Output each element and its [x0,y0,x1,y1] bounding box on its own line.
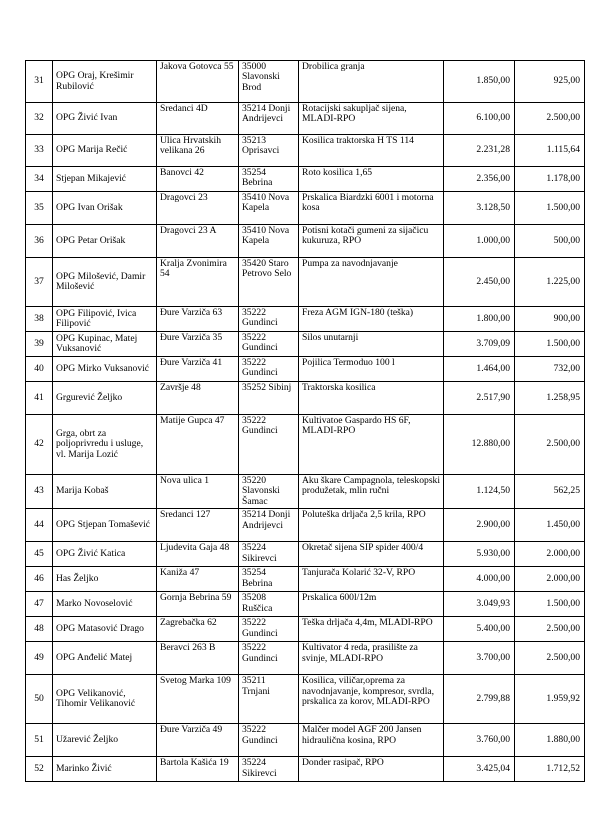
equipment-description: Poluteška drljača 2,5 krila, RPO [299,509,444,542]
address: Ulica Hrvatskih velikana 26 [157,135,239,167]
table-row [26,415,585,475]
grant-amount: 2.500,00 [515,642,585,675]
investment-amount: 1.464,00 [444,357,515,382]
row-number: 49 [26,642,53,675]
equipment-description: Okretač sijena SIP spider 400/4 [299,542,444,567]
grant-amount: 2.000,00 [515,567,585,592]
table-row [26,103,585,135]
grant-amount: 2.500,00 [515,103,585,135]
equipment-description: Potisni kotači gumeni za sijačicu kukuruza, RPO [299,225,444,258]
postal-place: 35222 Gundinci [239,617,299,642]
address: Banovci 42 [157,167,239,192]
grant-amount: 1.500,00 [515,332,585,357]
investment-amount: 6.100,00 [444,103,515,135]
grant-amount: 562,25 [515,475,585,509]
grant-amount: 900,00 [515,307,585,332]
applicant-name: Marija Kobaš [53,475,157,509]
row-number: 38 [26,307,53,332]
investment-amount: 2.231,28 [444,135,515,167]
grant-amount: 1.258,95 [515,382,585,415]
row-number: 42 [26,415,53,475]
investment-amount: 2.450,00 [444,258,515,307]
address: Dragovci 23 [157,192,239,225]
applicant-name: OPG Filipović, Ivica Filipović [53,307,157,332]
grant-amount: 732,00 [515,357,585,382]
postal-place: 35208 Ruščica [239,592,299,617]
postal-place: 35222 Gundinci [239,415,299,475]
row-number: 34 [26,167,53,192]
grant-amount: 1.115,64 [515,135,585,167]
investment-amount: 2.900,00 [444,509,515,542]
table-row [26,61,585,103]
applicant-name: OPG Marija Rečić [53,135,157,167]
equipment-description: Donder rasipač, RPO [299,757,444,782]
investment-amount: 4.000,00 [444,567,515,592]
applicant-name: OPG Stjepan Tomašević [53,509,157,542]
address: Svetog Marka 109 [157,675,239,724]
postal-place: 35211 Trnjani [239,675,299,724]
investment-amount: 3.709,09 [444,332,515,357]
applicant-name: Grgurević Željko [53,382,157,415]
grant-amount: 2.000,00 [515,542,585,567]
row-number: 32 [26,103,53,135]
equipment-description: Kultivatoe Gaspardo HS 6F, MLADI-RPO [299,415,444,475]
address: Kaniža 47 [157,567,239,592]
table-row [26,642,585,675]
address: Đure Varziča 49 [157,724,239,757]
equipment-description: Tanjurača Kolarić 32-V, RPO [299,567,444,592]
applicant-name: Stjepan Mikajević [53,167,157,192]
table-row [26,192,585,225]
investment-amount: 12.880,00 [444,415,515,475]
equipment-description: Roto kosilica 1,65 [299,167,444,192]
table-row [26,167,585,192]
grants-table [25,60,585,782]
table-body [26,61,585,782]
equipment-description: Aku škare Campagnola, teleskopski produžetak, mlin ručni [299,475,444,509]
applicant-name: Marinko Živić [53,757,157,782]
applicant-name: OPG Živić Ivan [53,103,157,135]
table-row [26,475,585,509]
address: Đure Varziča 63 [157,307,239,332]
postal-place: 35410 Nova Kapela [239,192,299,225]
address: Zagrebačka 62 [157,617,239,642]
investment-amount: 2.799,88 [444,675,515,724]
applicant-name: OPG Velikanović, Tihomir Velikanović [53,675,157,724]
table-row [26,757,585,782]
applicant-name: OPG Mirko Vuksanović [53,357,157,382]
postal-place: 35222 Gundinci [239,307,299,332]
grant-amount: 1.959,92 [515,675,585,724]
row-number: 51 [26,724,53,757]
postal-place: 35252 Sibinj [239,382,299,415]
table-row [26,258,585,307]
investment-amount: 5.400,00 [444,617,515,642]
table-row [26,675,585,724]
address: Đure Varziča 41 [157,357,239,382]
postal-place: 35213 Oprisavci [239,135,299,167]
applicant-name: OPG Matasović Drago [53,617,157,642]
address: Sredanci 4D [157,103,239,135]
table-row [26,509,585,542]
equipment-description: Drobilica granja [299,61,444,103]
equipment-description: Freza AGM IGN-180 (teška) [299,307,444,332]
equipment-description: Prskalica 600l/12m [299,592,444,617]
row-number: 43 [26,475,53,509]
applicant-name: OPG Ivan Orišak [53,192,157,225]
row-number: 40 [26,357,53,382]
investment-amount: 1.000,00 [444,225,515,258]
investment-amount: 2.517,90 [444,382,515,415]
address: Sredanci 127 [157,509,239,542]
row-number: 41 [26,382,53,415]
address: Đure Varziča 35 [157,332,239,357]
grant-amount: 1.178,00 [515,167,585,192]
equipment-description: Pumpa za navodnjavanje [299,258,444,307]
row-number: 46 [26,567,53,592]
investment-amount: 3.425,04 [444,757,515,782]
row-number: 44 [26,509,53,542]
equipment-description: Malčer model AGF 200 Jansen hidraulična kosina, RPO [299,724,444,757]
table-row [26,542,585,567]
grant-amount: 1.712,52 [515,757,585,782]
table-row [26,357,585,382]
row-number: 45 [26,542,53,567]
row-number: 52 [26,757,53,782]
table-row [26,382,585,415]
document-page [25,60,584,782]
applicant-name: OPG Oraj, Krešimir Rubilović [53,61,157,103]
address: Kralja Zvonimira 54 [157,258,239,307]
grant-amount: 1.500,00 [515,192,585,225]
investment-amount: 1.124,50 [444,475,515,509]
grant-amount: 1.500,00 [515,592,585,617]
row-number: 48 [26,617,53,642]
postal-place: 35000 Slavonski Brod [239,61,299,103]
applicant-name: OPG Živić Katica [53,542,157,567]
equipment-description: Teška drljača 4,4m, MLADI-RPO [299,617,444,642]
postal-place: 35224 Sikirevci [239,757,299,782]
equipment-description: Rotacijski sakupljač sijena, MLADI-RPO [299,103,444,135]
address: Dragovci 23 A [157,225,239,258]
address: Završje 48 [157,382,239,415]
applicant-name: Grga, obrt za poljoprivredu i usluge, vl. Marija Lozić [53,415,157,475]
row-number: 31 [26,61,53,103]
postal-place: 35222 Gundinci [239,332,299,357]
postal-place: 35420 Staro Petrovo Selo [239,258,299,307]
applicant-name: OPG Anđelić Matej [53,642,157,675]
investment-amount: 3.760,00 [444,724,515,757]
applicant-name: Has Željko [53,567,157,592]
table-row [26,567,585,592]
investment-amount: 3.700,00 [444,642,515,675]
postal-place: 35222 Gundinci [239,724,299,757]
equipment-description: Silos unutarnji [299,332,444,357]
row-number: 37 [26,258,53,307]
equipment-description: Kosilica traktorska H TS 114 [299,135,444,167]
grant-amount: 2.500,00 [515,415,585,475]
postal-place: 35224 Sikirevci [239,542,299,567]
row-number: 50 [26,675,53,724]
grant-amount: 1.225,00 [515,258,585,307]
row-number: 36 [26,225,53,258]
grant-amount: 500,00 [515,225,585,258]
postal-place: 35222 Gundinci [239,642,299,675]
table-row [26,307,585,332]
address: Gornja Bebrina 59 [157,592,239,617]
postal-place: 35254 Bebrina [239,567,299,592]
postal-place: 35410 Nova Kapela [239,225,299,258]
grant-amount: 925,00 [515,61,585,103]
table-row [26,332,585,357]
applicant-name: Marko Novoselović [53,592,157,617]
investment-amount: 2.356,00 [444,167,515,192]
investment-amount: 1.800,00 [444,307,515,332]
equipment-description: Prskalica Biardzki 6001 i motorna kosa [299,192,444,225]
postal-place: 35254 Bebrina [239,167,299,192]
address: Jakova Gotovca 55 [157,61,239,103]
table-row [26,724,585,757]
grant-amount: 1.450,00 [515,509,585,542]
address: Nova ulica 1 [157,475,239,509]
investment-amount: 5.930,00 [444,542,515,567]
investment-amount: 3.049,93 [444,592,515,617]
applicant-name: OPG Kupinac, Matej Vuksanović [53,332,157,357]
grant-amount: 2.500,00 [515,617,585,642]
postal-place: 35220 Slavonski Šamac [239,475,299,509]
investment-amount: 1.850,00 [444,61,515,103]
applicant-name: Užarević Željko [53,724,157,757]
address: Beravci 263 B [157,642,239,675]
equipment-description: Kultivator 4 reda, prasilište za svinje, MLADI-RPO [299,642,444,675]
address: Ljudevita Gaja 48 [157,542,239,567]
row-number: 39 [26,332,53,357]
postal-place: 35214 Donji Andrijevci [239,509,299,542]
table-row [26,592,585,617]
investment-amount: 3.128,50 [444,192,515,225]
table-row [26,225,585,258]
address: Bartola Kašića 19 [157,757,239,782]
equipment-description: Kosilica, viličar,oprema za navodnjavanje, kompresor, svrdla, prskalica za korov, MLADI-RPO [299,675,444,724]
postal-place: 35214 Donji Andrijevci [239,103,299,135]
applicant-name: OPG Petar Orišak [53,225,157,258]
postal-place: 35222 Gundinci [239,357,299,382]
row-number: 47 [26,592,53,617]
row-number: 35 [26,192,53,225]
row-number: 33 [26,135,53,167]
address: Matije Gupca 47 [157,415,239,475]
equipment-description: Traktorska kosilica [299,382,444,415]
equipment-description: Pojilica Termoduo 100 l [299,357,444,382]
table-row [26,617,585,642]
grant-amount: 1.880,00 [515,724,585,757]
applicant-name: OPG Milošević, Damir Milošević [53,258,157,307]
table-row [26,135,585,167]
